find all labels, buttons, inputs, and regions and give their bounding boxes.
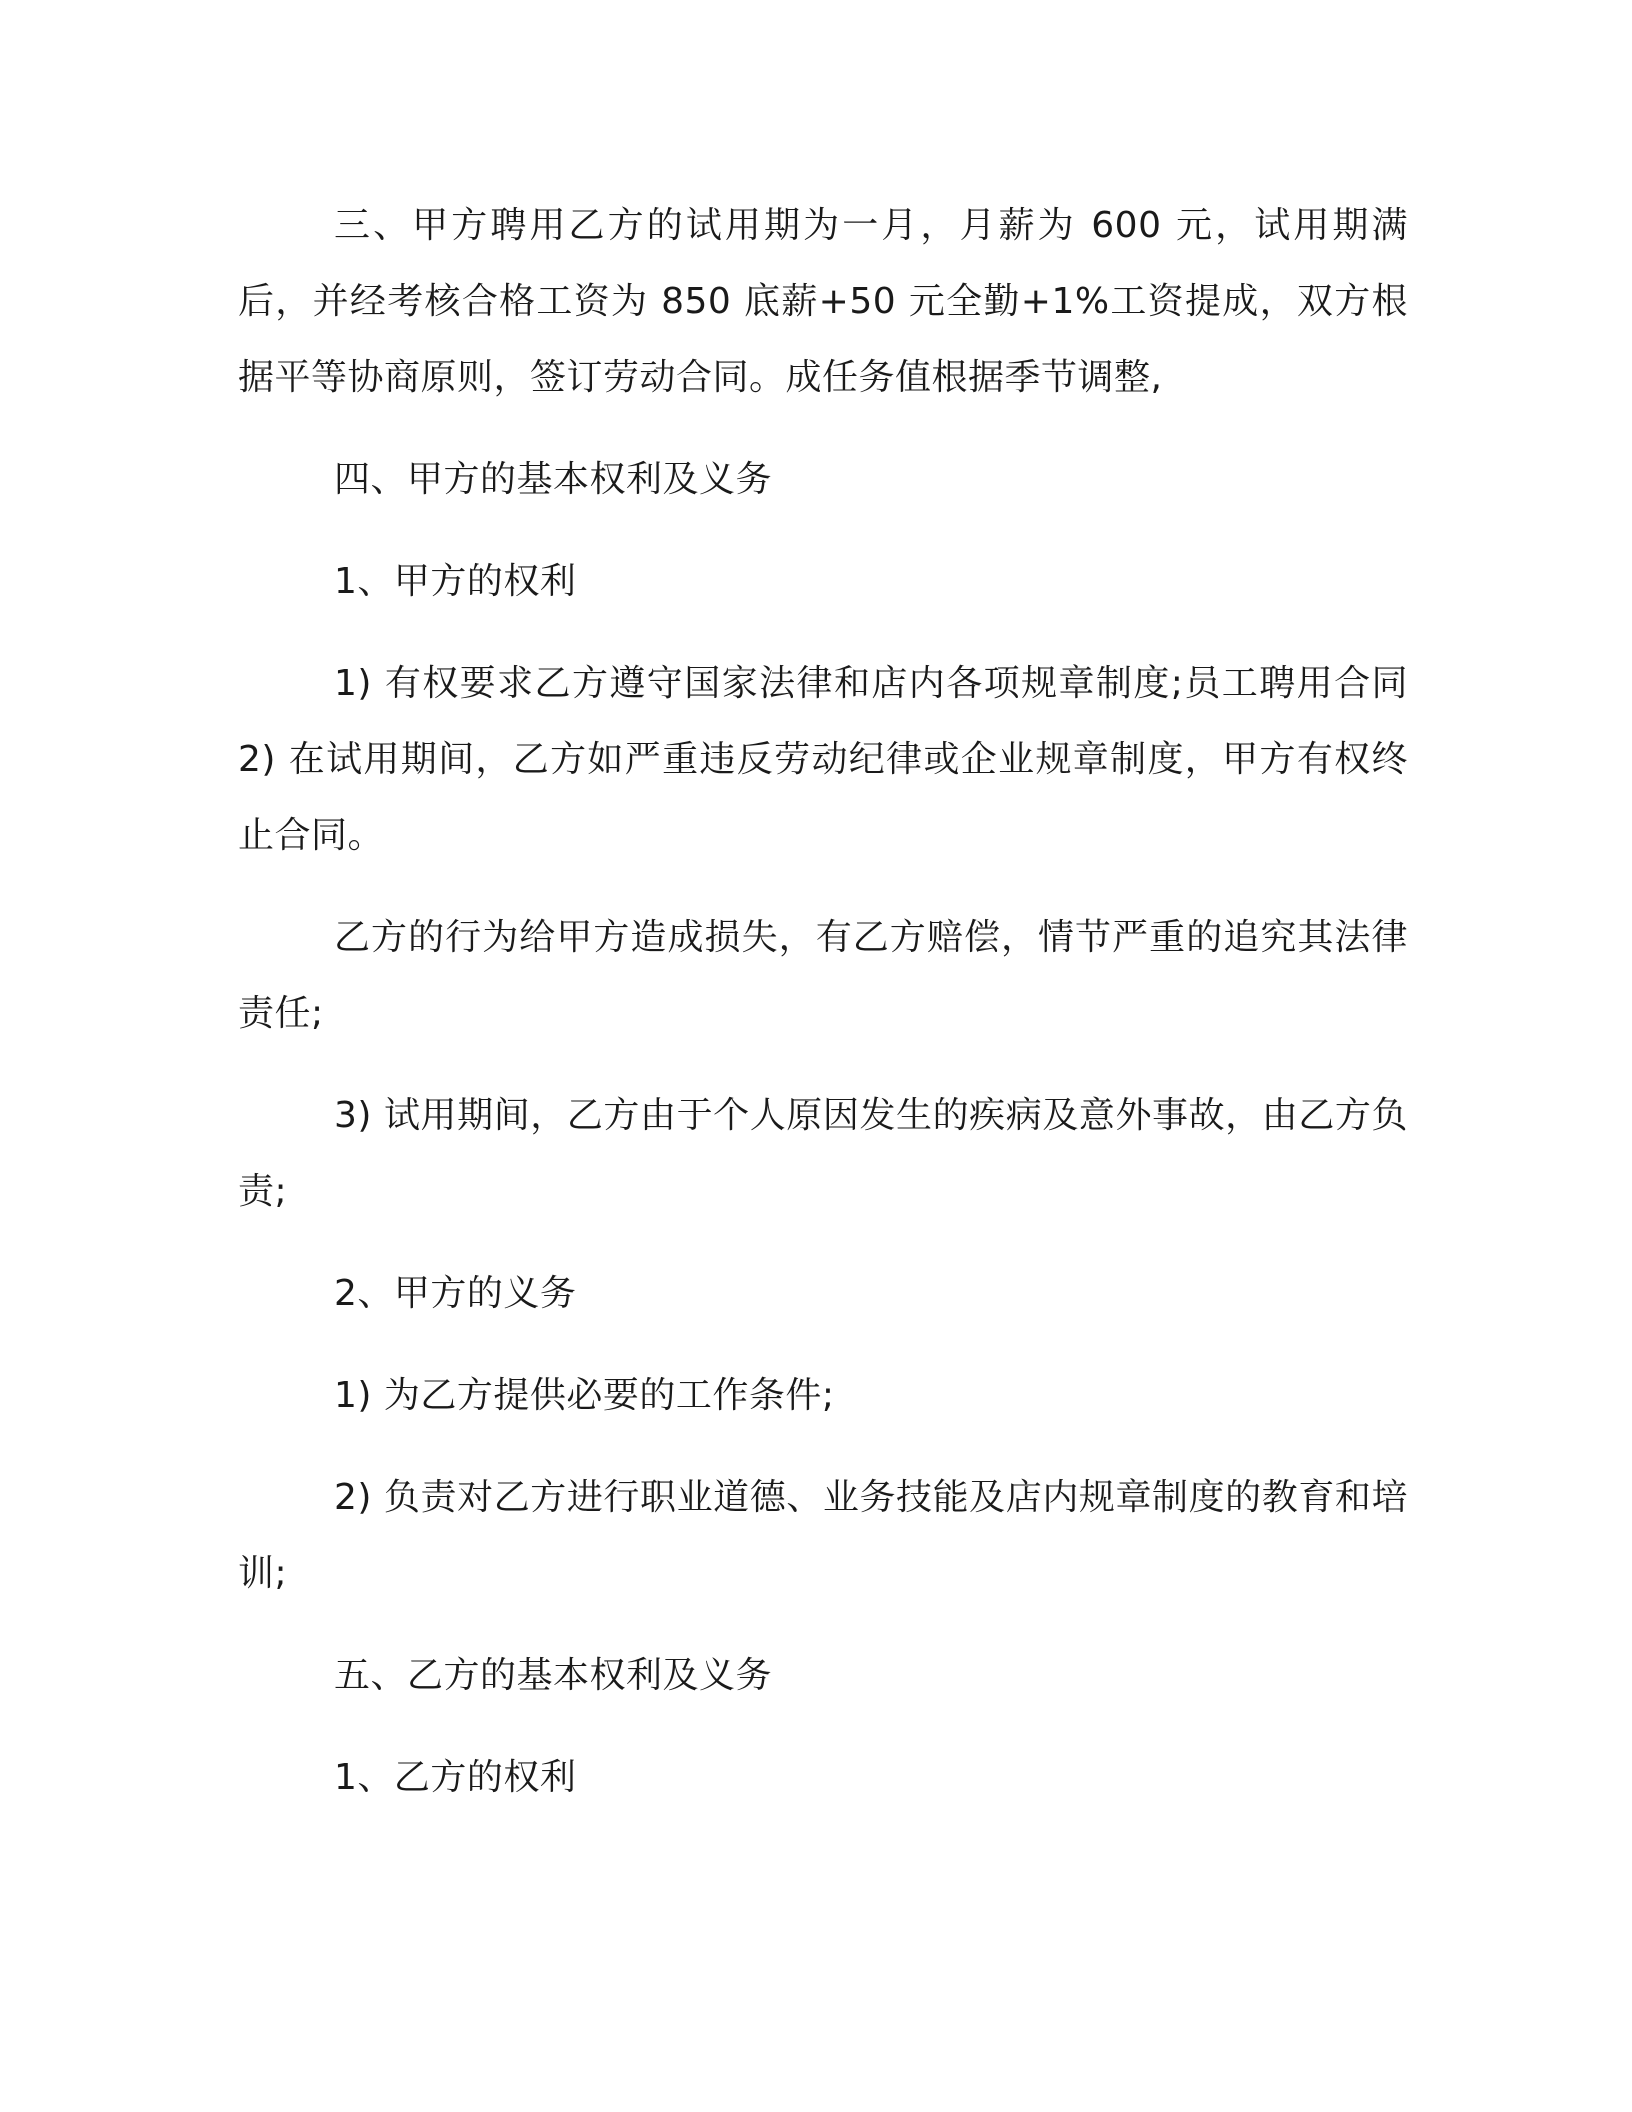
party-a-obligation-2: 2) 负责对乙方进行职业道德、业务技能及店内规章制度的教育和培训; [238,1477,1408,1594]
subsection-party-a-obligations: 2、甲方的义务 [334,1273,577,1314]
section-4-heading: 四、甲方的基本权利及义务 [334,459,773,500]
document-body [238,188,1408,1842]
section-5-heading: 五、乙方的基本权利及义务 [334,1655,773,1696]
party-a-right-3: 3) 试用期间，乙方由于个人原因发生的疾病及意外事故，由乙方负责; [238,1095,1408,1212]
clause-3-probation: 三、甲方聘用乙方的试用期为一月，月薪为 600 元，试用期满后，并经考核合格工资为 850 底薪+50 元全勤+1%工资提成，双方根据平等协商原则，签订劳动合同。成任务值根据季节调整, [238,205,1408,398]
party-a-obligation-1: 1) 为乙方提供必要的工作条件; [334,1375,835,1416]
subsection-party-a-rights: 1、甲方的权利 [334,561,577,602]
subsection-party-b-rights: 1、乙方的权利 [334,1757,577,1798]
party-a-right-1-2: 1) 有权要求乙方遵守国家法律和店内各项规章制度;员工聘用合同 2) 在试用期间，乙方如严重违反劳动纪律或企业规章制度，甲方有权终止合同。 [238,663,1408,856]
party-b-liability: 乙方的行为给甲方造成损失，有乙方赔偿，情节严重的追究其法律责任; [238,917,1408,1034]
